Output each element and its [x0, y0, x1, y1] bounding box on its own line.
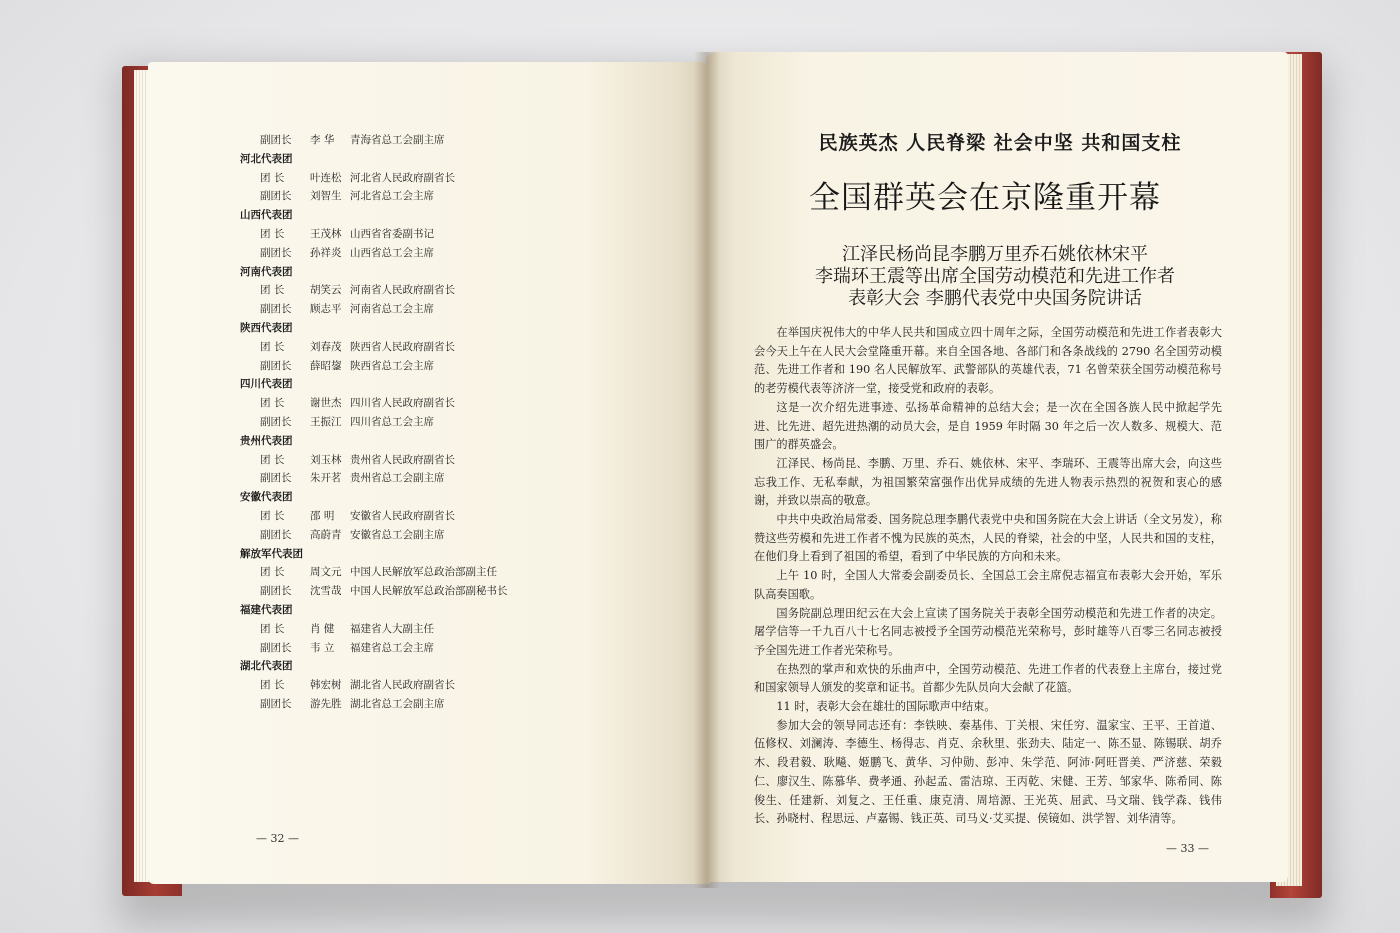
roster-role: 团 长 — [260, 340, 285, 353]
roster-role: 团 长 — [260, 171, 285, 184]
roster-role: 副团长 — [260, 416, 292, 428]
roster-org: 安徽省人民政府副省长 — [350, 510, 455, 522]
roster-name: 胡笑云 — [310, 284, 342, 297]
subheading-line: 李瑞环王震等出席全国劳动模范和先进工作者 — [815, 266, 1175, 287]
roster-org: 河南省总工会主席 — [350, 303, 434, 316]
roster-org: 河北省人民政府副省长 — [350, 171, 455, 184]
delegation-title: 山西代表团 — [240, 209, 293, 222]
roster-name: 韩宏树 — [310, 679, 342, 692]
roster-role: 团 长 — [260, 284, 285, 297]
paragraph: 国务院副总理田纪云在大会上宣读了国务院关于表彰全国劳动模范和先进工作者的决定。屠学信等一千九百八十七名同志被授予全国劳动模范光荣称号，彭时雄等八百零三名同志被授予全国先进工作者光荣称号。 — [754, 606, 1222, 657]
paragraph: 11 时，表彰大会在雄壮的国际歌声中结束。 — [776, 700, 996, 714]
roster-role: 副团长 — [260, 246, 292, 259]
roster-org: 中国人民解放军总政治部副主任 — [350, 566, 497, 579]
roster-org: 福建省总工会主席 — [350, 641, 434, 654]
page-number-left: — 32 — — [256, 832, 299, 845]
article-subheading — [760, 244, 1230, 310]
roster-org: 福建省人大副主任 — [350, 622, 434, 635]
roster-org: 河南省人民政府副省长 — [350, 284, 455, 297]
roster-name: 王振江 — [310, 416, 342, 428]
roster-name: 高蔚青 — [310, 528, 342, 541]
book-gutter — [694, 52, 720, 888]
roster-org: 陕西省人民政府副省长 — [350, 340, 455, 353]
roster-org: 贵州省人民政府副省长 — [350, 453, 455, 466]
paragraph: 中共中央政治局常委、国务院总理李鹏代表党中央和国务院在大会上讲话（全文另发），称赞这些劳模和先进工作者不愧为民族的英杰，人民的脊梁，社会的中坚，人民共和国的支柱，在他们身上看到了祖国的希望，看到了中华民族的方向和未来。 — [754, 513, 1222, 564]
roster-role: 副团长 — [260, 585, 292, 598]
roster-org: 河北省总工会主席 — [350, 190, 434, 203]
roster-name: 周文元 — [310, 566, 342, 579]
roster-name: 沈雪哉 — [310, 585, 342, 598]
delegation-title: 解放军代表团 — [240, 547, 303, 560]
roster-name: 李 华 — [310, 134, 335, 146]
paragraph: 参加大会的领导同志还有：李铁映、秦基伟、丁关根、宋任穷、温家宝、王平、王首道、伍修权、刘澜涛、李德生、杨得志、肖克、余秋里、张劲夫、陆定一、陈丕显、陈锡联、胡乔木、段君毅、耿飚、姬鹏飞、黄华、习仲勋、彭冲、朱学范、阿沛·阿旺晋美、严济慈、荣毅仁、廖汉生、陈慕华、费孝通、孙起孟、雷洁琼、王丙乾、宋健、王芳、邹家华、陈希同、陈俊生、任建新、刘复之、王任重、康克清、周培源、王光英、屈武、马文瑞、钱学森、钱伟长、孙晓村、程思远、卢嘉锡、钱正英、司马义·艾买提、侯镜如、洪学智、刘华清等。 — [754, 718, 1222, 826]
roster-role: 副团长 — [260, 303, 292, 316]
roster-name: 叶连松 — [310, 171, 342, 184]
roster-org: 陕西省总工会主席 — [350, 359, 434, 372]
roster-name: 肖 健 — [310, 622, 335, 635]
subheading-line: 表彰大会 李鹏代表党中央国务院讲话 — [848, 288, 1142, 309]
article-body — [754, 324, 1222, 829]
roster-name: 薛昭鋆 — [310, 359, 342, 372]
delegation-title: 四川代表团 — [240, 378, 293, 391]
roster-name: 邵 明 — [310, 510, 335, 522]
roster-name: 刘玉林 — [310, 453, 342, 466]
article-headline: 全国群英会在京隆重开幕 — [809, 180, 1161, 216]
roster-org: 山西省总工会主席 — [350, 246, 434, 259]
roster-role: 团 长 — [260, 679, 285, 692]
roster-org: 中国人民解放军总政治部副秘书长 — [350, 585, 508, 598]
subheading-line: 江泽民杨尚昆李鹏万里乔石姚依林宋平 — [842, 244, 1148, 265]
roster-role: 副团长 — [260, 359, 292, 372]
roster-name: 孙祥炎 — [310, 246, 342, 259]
paragraph: 这是一次介绍先进事迹、弘扬革命精神的总结大会；是一次在全国各族人民中掀起学先进、比先进、超先进热潮的动员大会，是自 1959 年时隔 30 年之后一次人数多、规模大、范围广的群英盛会。 — [754, 400, 1222, 452]
paragraph: 在热烈的掌声和欢快的乐曲声中，全国劳动模范、先进工作者的代表登上主席台，接过党和国家领导人颁发的奖章和证书。首都少先队员向大会献了花篮。 — [754, 662, 1222, 695]
roster-name: 谢世杰 — [310, 397, 342, 410]
roster-role: 副团长 — [260, 134, 292, 146]
roster-name: 游先胜 — [310, 698, 342, 710]
delegation-title: 湖北代表团 — [240, 660, 293, 673]
roster-org: 安徽省总工会副主席 — [350, 528, 445, 541]
roster-org: 贵州省总工会副主席 — [350, 472, 445, 485]
delegation-title: 安徽代表团 — [240, 491, 293, 504]
delegation-title: 河南代表团 — [240, 265, 293, 278]
delegation-title: 贵州代表团 — [240, 434, 293, 447]
roster-org: 四川省总工会主席 — [350, 416, 434, 428]
roster-name: 刘智生 — [310, 190, 342, 203]
slogan-heading: 民族英杰 人民脊梁 社会中坚 共和国支柱 — [818, 132, 1182, 154]
roster-role: 团 长 — [260, 453, 285, 466]
roster-role: 副团长 — [260, 528, 292, 541]
delegation-title: 福建代表团 — [240, 604, 293, 616]
roster-name: 朱开茗 — [310, 472, 342, 485]
roster-role: 团 长 — [260, 228, 285, 240]
roster-role: 团 长 — [260, 622, 285, 635]
roster-role: 团 长 — [260, 397, 285, 410]
roster-role: 副团长 — [260, 190, 292, 203]
roster-role: 副团长 — [260, 472, 292, 485]
paragraph: 江泽民、杨尚昆、李鹏、万里、乔石、姚依林、宋平、李瑞环、王震等出席大会，向这些忘我工作、无私奉献，为祖国繁荣富强作出优异成绩的先进人物表示热烈的祝贺和衷心的感谢，并致以崇高的敬意。 — [754, 456, 1222, 508]
roster-org: 青海省总工会副主席 — [350, 134, 445, 146]
paragraph: 上午 10 时，全国人大常委会副委员长、全国总工会主席倪志福宣布表彰大会开始，军乐队高奏国歌。 — [754, 569, 1222, 601]
roster-org: 湖北省人民政府副省长 — [350, 679, 455, 692]
roster-name: 刘春茂 — [310, 340, 342, 353]
roster-role: 副团长 — [260, 641, 292, 654]
roster-role: 副团长 — [260, 698, 292, 710]
delegation-title: 陕西代表团 — [240, 322, 293, 334]
roster-org: 四川省人民政府副省长 — [350, 397, 455, 410]
roster-name: 王茂林 — [310, 228, 342, 240]
roster-org: 山西省省委副书记 — [350, 228, 434, 240]
roster-name: 韦 立 — [310, 641, 335, 654]
roster-org: 湖北省总工会副主席 — [350, 698, 445, 710]
roster-role: 团 长 — [260, 566, 285, 579]
roster-name: 顾志平 — [310, 303, 342, 316]
roster-role: 团 长 — [260, 510, 285, 522]
paragraph: 在举国庆祝伟大的中华人民共和国成立四十周年之际，全国劳动模范和先进工作者表彰大会今天上午在人民大会堂隆重开幕。来自全国各地、各部门和各条战线的 2790 名全国劳动模范、先进工作者和 190 名人民解放军、武警部队的英雄代表，71 名曾荣获全国劳动模范称号的老劳模代表等济济一堂，接受党和政府的表彰。 — [754, 326, 1222, 396]
delegation-title: 河北代表团 — [240, 152, 293, 165]
page-number-right: — 33 — — [1166, 842, 1209, 855]
